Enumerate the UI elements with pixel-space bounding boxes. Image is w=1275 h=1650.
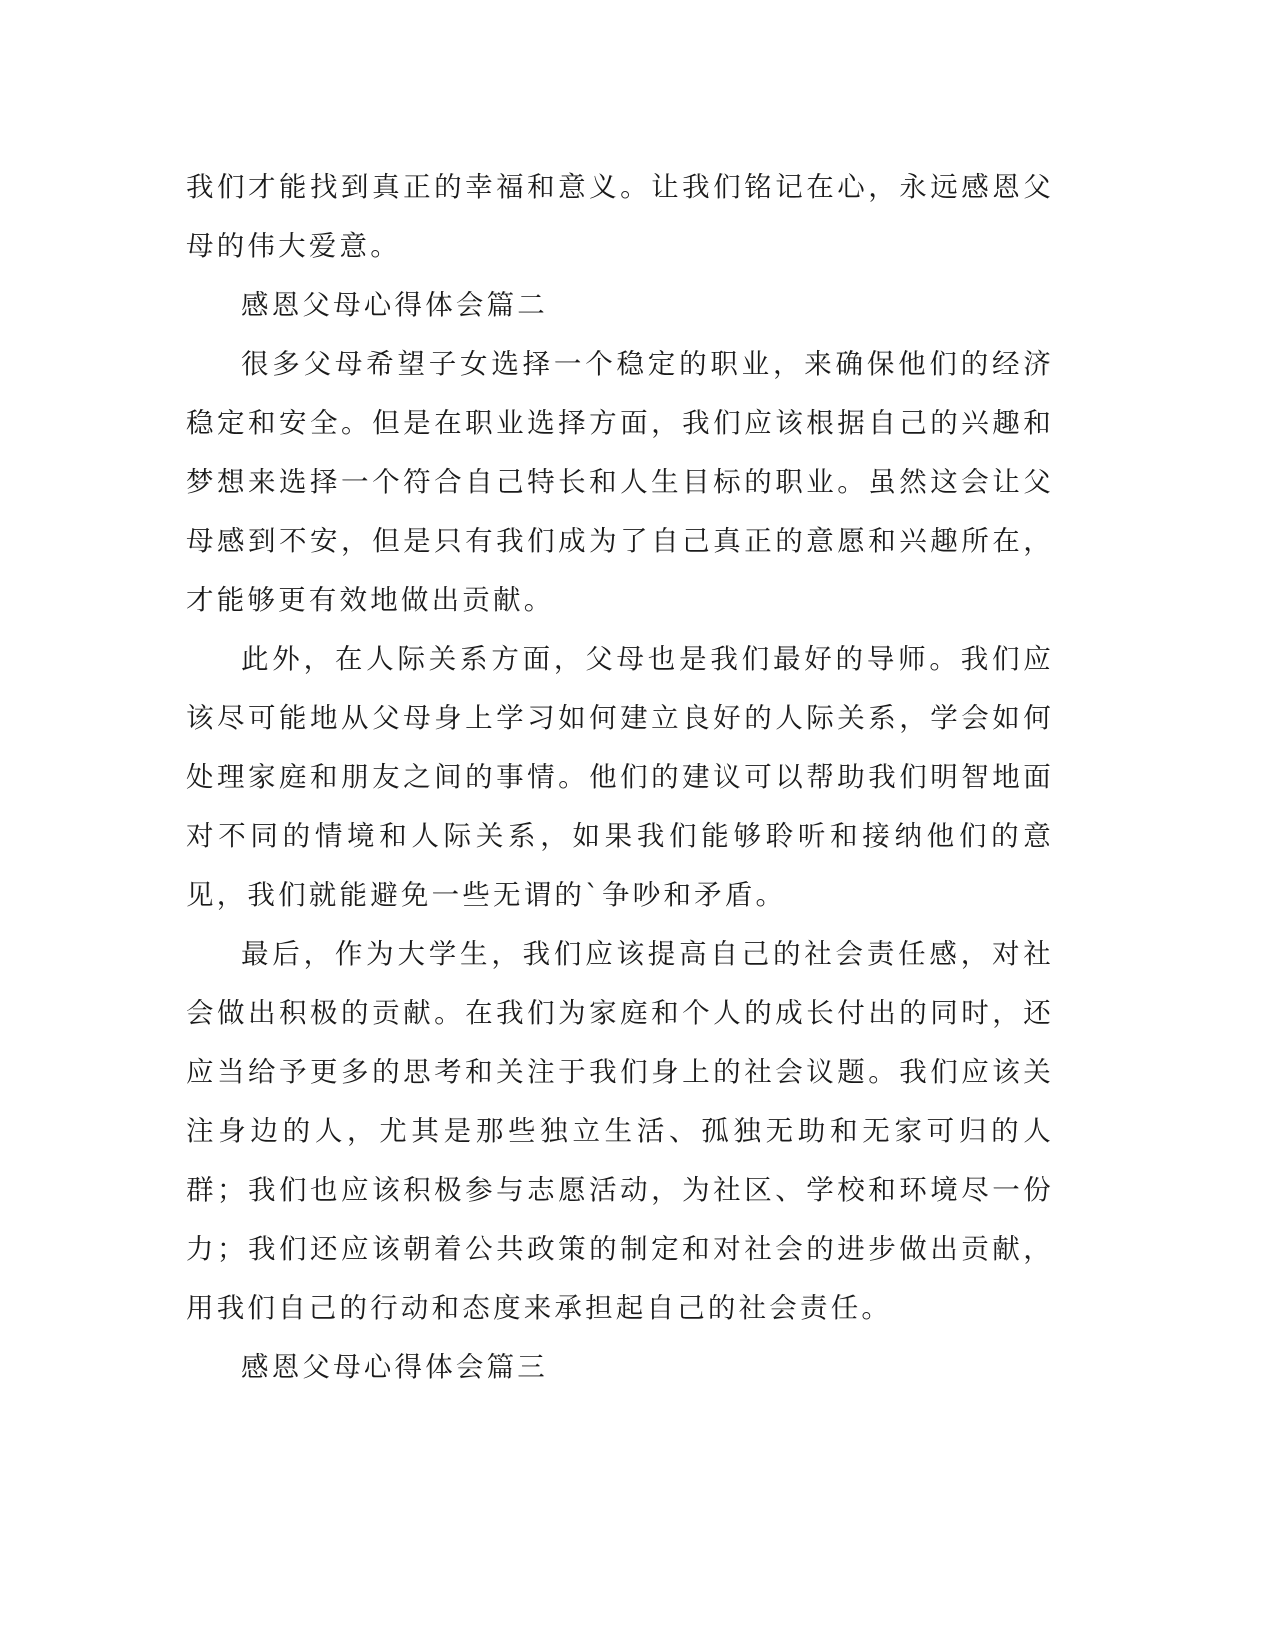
section-heading-3: 感恩父母心得体会篇三 bbox=[241, 1351, 548, 1383]
continuation-paragraph: 我们才能找到真正的幸福和意义。让我们铭记在心，永远感恩父母的伟大爱意。 bbox=[186, 171, 1054, 262]
section-heading-2: 感恩父母心得体会篇二 bbox=[241, 289, 548, 321]
document-body bbox=[186, 158, 1054, 1397]
paragraph-career: 很多父母希望子女选择一个稳定的职业，来确保他们的经济稳定和安全。但是在职业选择方面，我们应该根据自己的兴趣和梦想来选择一个符合自己特长和人生目标的职业。虽然这会让父母感到不安，但是只有我们成为了自己真正的意愿和兴趣所在，才能够更有效地做出贡献。 bbox=[186, 348, 1054, 616]
paragraph-social-responsibility: 最后，作为大学生，我们应该提高自己的社会责任感，对社会做出积极的贡献。在我们为家庭和个人的成长付出的同时，还应当给予更多的思考和关注于我们身上的社会议题。我们应该关注身边的人，尤其是那些独立生活、孤独无助和无家可归的人群；我们也应该积极参与志愿活动，为社区、学校和环境尽一份力；我们还应该朝着公共政策的制定和对社会的进步做出贡献，用我们自己的行动和态度来承担起自己的社会责任。 bbox=[186, 938, 1054, 1324]
paragraph-relationships: 此外，在人际关系方面，父母也是我们最好的导师。我们应该尽可能地从父母身上学习如何建立良好的人际关系，学会如何处理家庭和朋友之间的事情。他们的建议可以帮助我们明智地面对不同的情境和人际关系，如果我们能够聆听和接纳他们的意见，我们就能避免一些无谓的`争吵和矛盾。 bbox=[186, 643, 1054, 911]
